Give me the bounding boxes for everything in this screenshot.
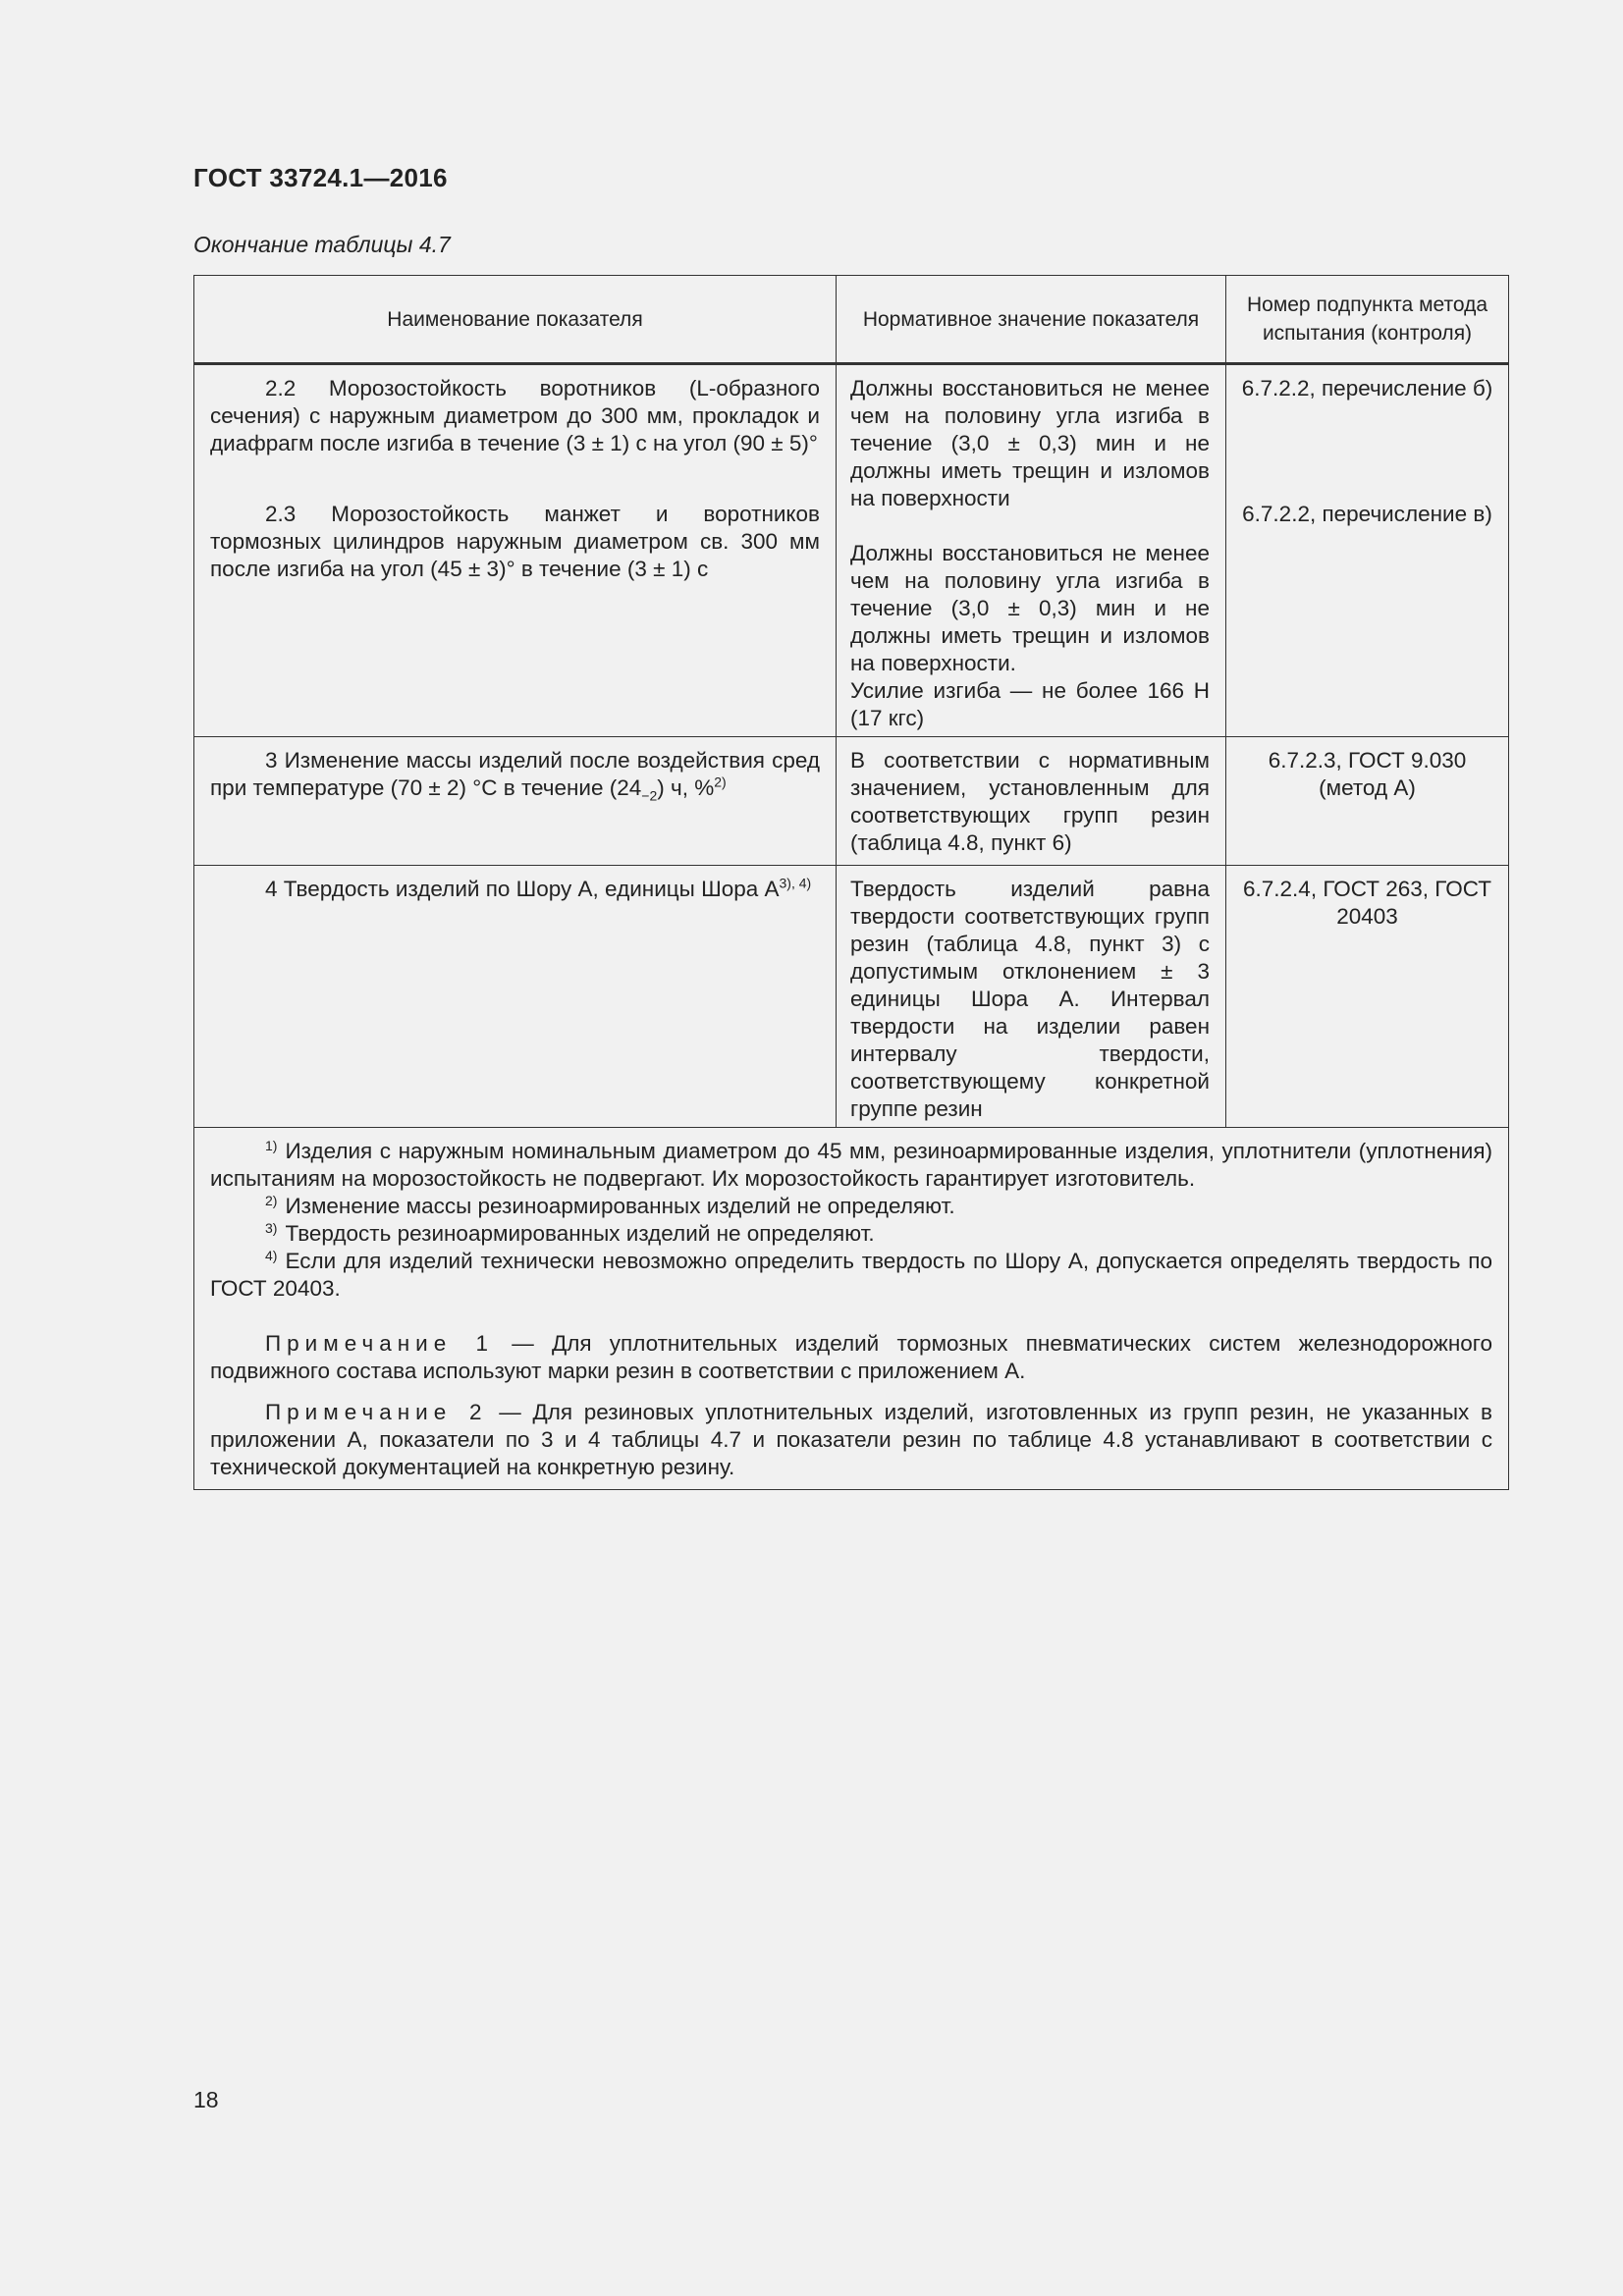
row-value-2-2: Должны восстановиться не менее чем на половину угла изгиба в течение (3,0 ± 0,3) мин и не должны иметь трещин и изломов на поверхности — [850, 376, 1210, 510]
row-name-2-3: 2.3 Морозостойкость манжет и воротников тормозных цилиндров наружным диаметром св. 300 мм после изгиба на угол (45 ± 3)° в течение (3 ± 1) с — [210, 502, 820, 581]
row-name-cell — [194, 737, 837, 866]
footnote: $^{3)}$ Твердость резиноармированных изделий не определяют. — [265, 1219, 875, 1246]
page-number: 18 — [193, 2087, 219, 2112]
row-method-2-3: 6.7.2.2, перечисление в) — [1242, 502, 1492, 526]
row-name-3: 3 Изменение массы изделий после воздействия сред при температуре (70 ± 2) °С в течение $(24_{-2})$ ч, %$^{2)}$ — [210, 748, 820, 804]
row-name-2-2: 2.2 Морозостойкость воротников (L-образного сечения) с наружным диаметром до 300 мм, прокладок и диафрагм после изгиба в течение (3 ± 1) с на угол (90 ± 5)° — [210, 376, 820, 455]
table-notes-cell — [194, 1128, 1509, 1490]
row-value-cell — [837, 364, 1226, 737]
table-note: Примечание 1 — Для уплотнительных изделий тормозных пневматических систем железнодорожного подвижного состава используют марки резин в соответствии с приложением А. — [210, 1331, 1493, 1383]
table-caption: Окончание таблицы 4.7 — [193, 232, 451, 257]
row-name-4: 4 Твердость изделий по Шору А, единицы Шора А$^{3), 4)}$ — [265, 875, 812, 901]
row-value-3: В соответствии с нормативным значением, установленным для соответствующих групп резин (таблица 4.8, пункт 6) — [850, 748, 1210, 855]
row-name-cell — [194, 866, 837, 1128]
column-header-name: Наименование показателя — [194, 276, 837, 364]
row-value-cell — [837, 866, 1226, 1128]
row-method-cell — [1226, 364, 1509, 737]
table-row — [194, 737, 1509, 866]
row-method-4: 6.7.2.4, ГОСТ 263, ГОСТ 20403 — [1243, 877, 1491, 929]
document-header: ГОСТ 33724.1—2016 — [193, 163, 448, 192]
row-name-cell — [194, 364, 837, 737]
row-method-cell — [1226, 737, 1509, 866]
table-note: Примечание 2 — Для резиновых уплотнительных изделий, изготовленных из групп резин, не указанных в приложении А, показатели по 3 и 4 таблицы 4.7 и показатели резин по таблице 4.8 устанавливают в соответствии с технической документацией на конкретную резину. — [210, 1400, 1492, 1479]
row-method-cell — [1226, 866, 1509, 1128]
table-notes-row — [194, 1128, 1509, 1490]
row-value-2-3: Должны восстановиться не менее чем на половину угла изгиба в течение (3,0 ± 0,3) мин и не должны иметь трещин и изломов на поверхности. — [850, 541, 1210, 675]
indicators-table — [193, 275, 1509, 1490]
row-value-2-3-extra: Усилие изгиба — не более 166 Н (17 кгс) — [850, 678, 1210, 730]
column-header-method: Номер подпункта метода испытания (контроля) — [1226, 276, 1509, 364]
row-method-2-2: 6.7.2.2, перечисление б) — [1241, 376, 1493, 400]
footnote: $^{1)}$ Изделия с наружным номинальным диаметром до 45 мм, резиноармированные изделия, уплотнители (уплотнения) испытаниям на морозостойкость не подвергают. Их морозостойкость гарантирует изготовитель. — [210, 1137, 1492, 1191]
footnote: $^{2)}$ Изменение массы резиноармированных изделий не определяют. — [265, 1192, 955, 1218]
row-value-cell — [837, 737, 1226, 866]
table-header-row — [194, 276, 1509, 364]
row-method-3: 6.7.2.3, ГОСТ 9.030 (метод А) — [1268, 748, 1467, 800]
table-row — [194, 364, 1509, 737]
row-value-4: Твердость изделий равна твердости соответствующих групп резин (таблица 4.8, пункт 3) с допустимым отклонением ± 3 единицы Шора А. Интервал твердости на изделии равен интервалу твердости, соответствующему конкретной группе резин — [850, 877, 1210, 1121]
footnote: $^{4)}$ Если для изделий технически невозможно определить твердость по Шору А, допускается определять твердость по ГОСТ 20403. — [210, 1247, 1492, 1301]
table-row — [194, 866, 1509, 1128]
column-header-value: Нормативное значение показателя — [837, 276, 1226, 364]
